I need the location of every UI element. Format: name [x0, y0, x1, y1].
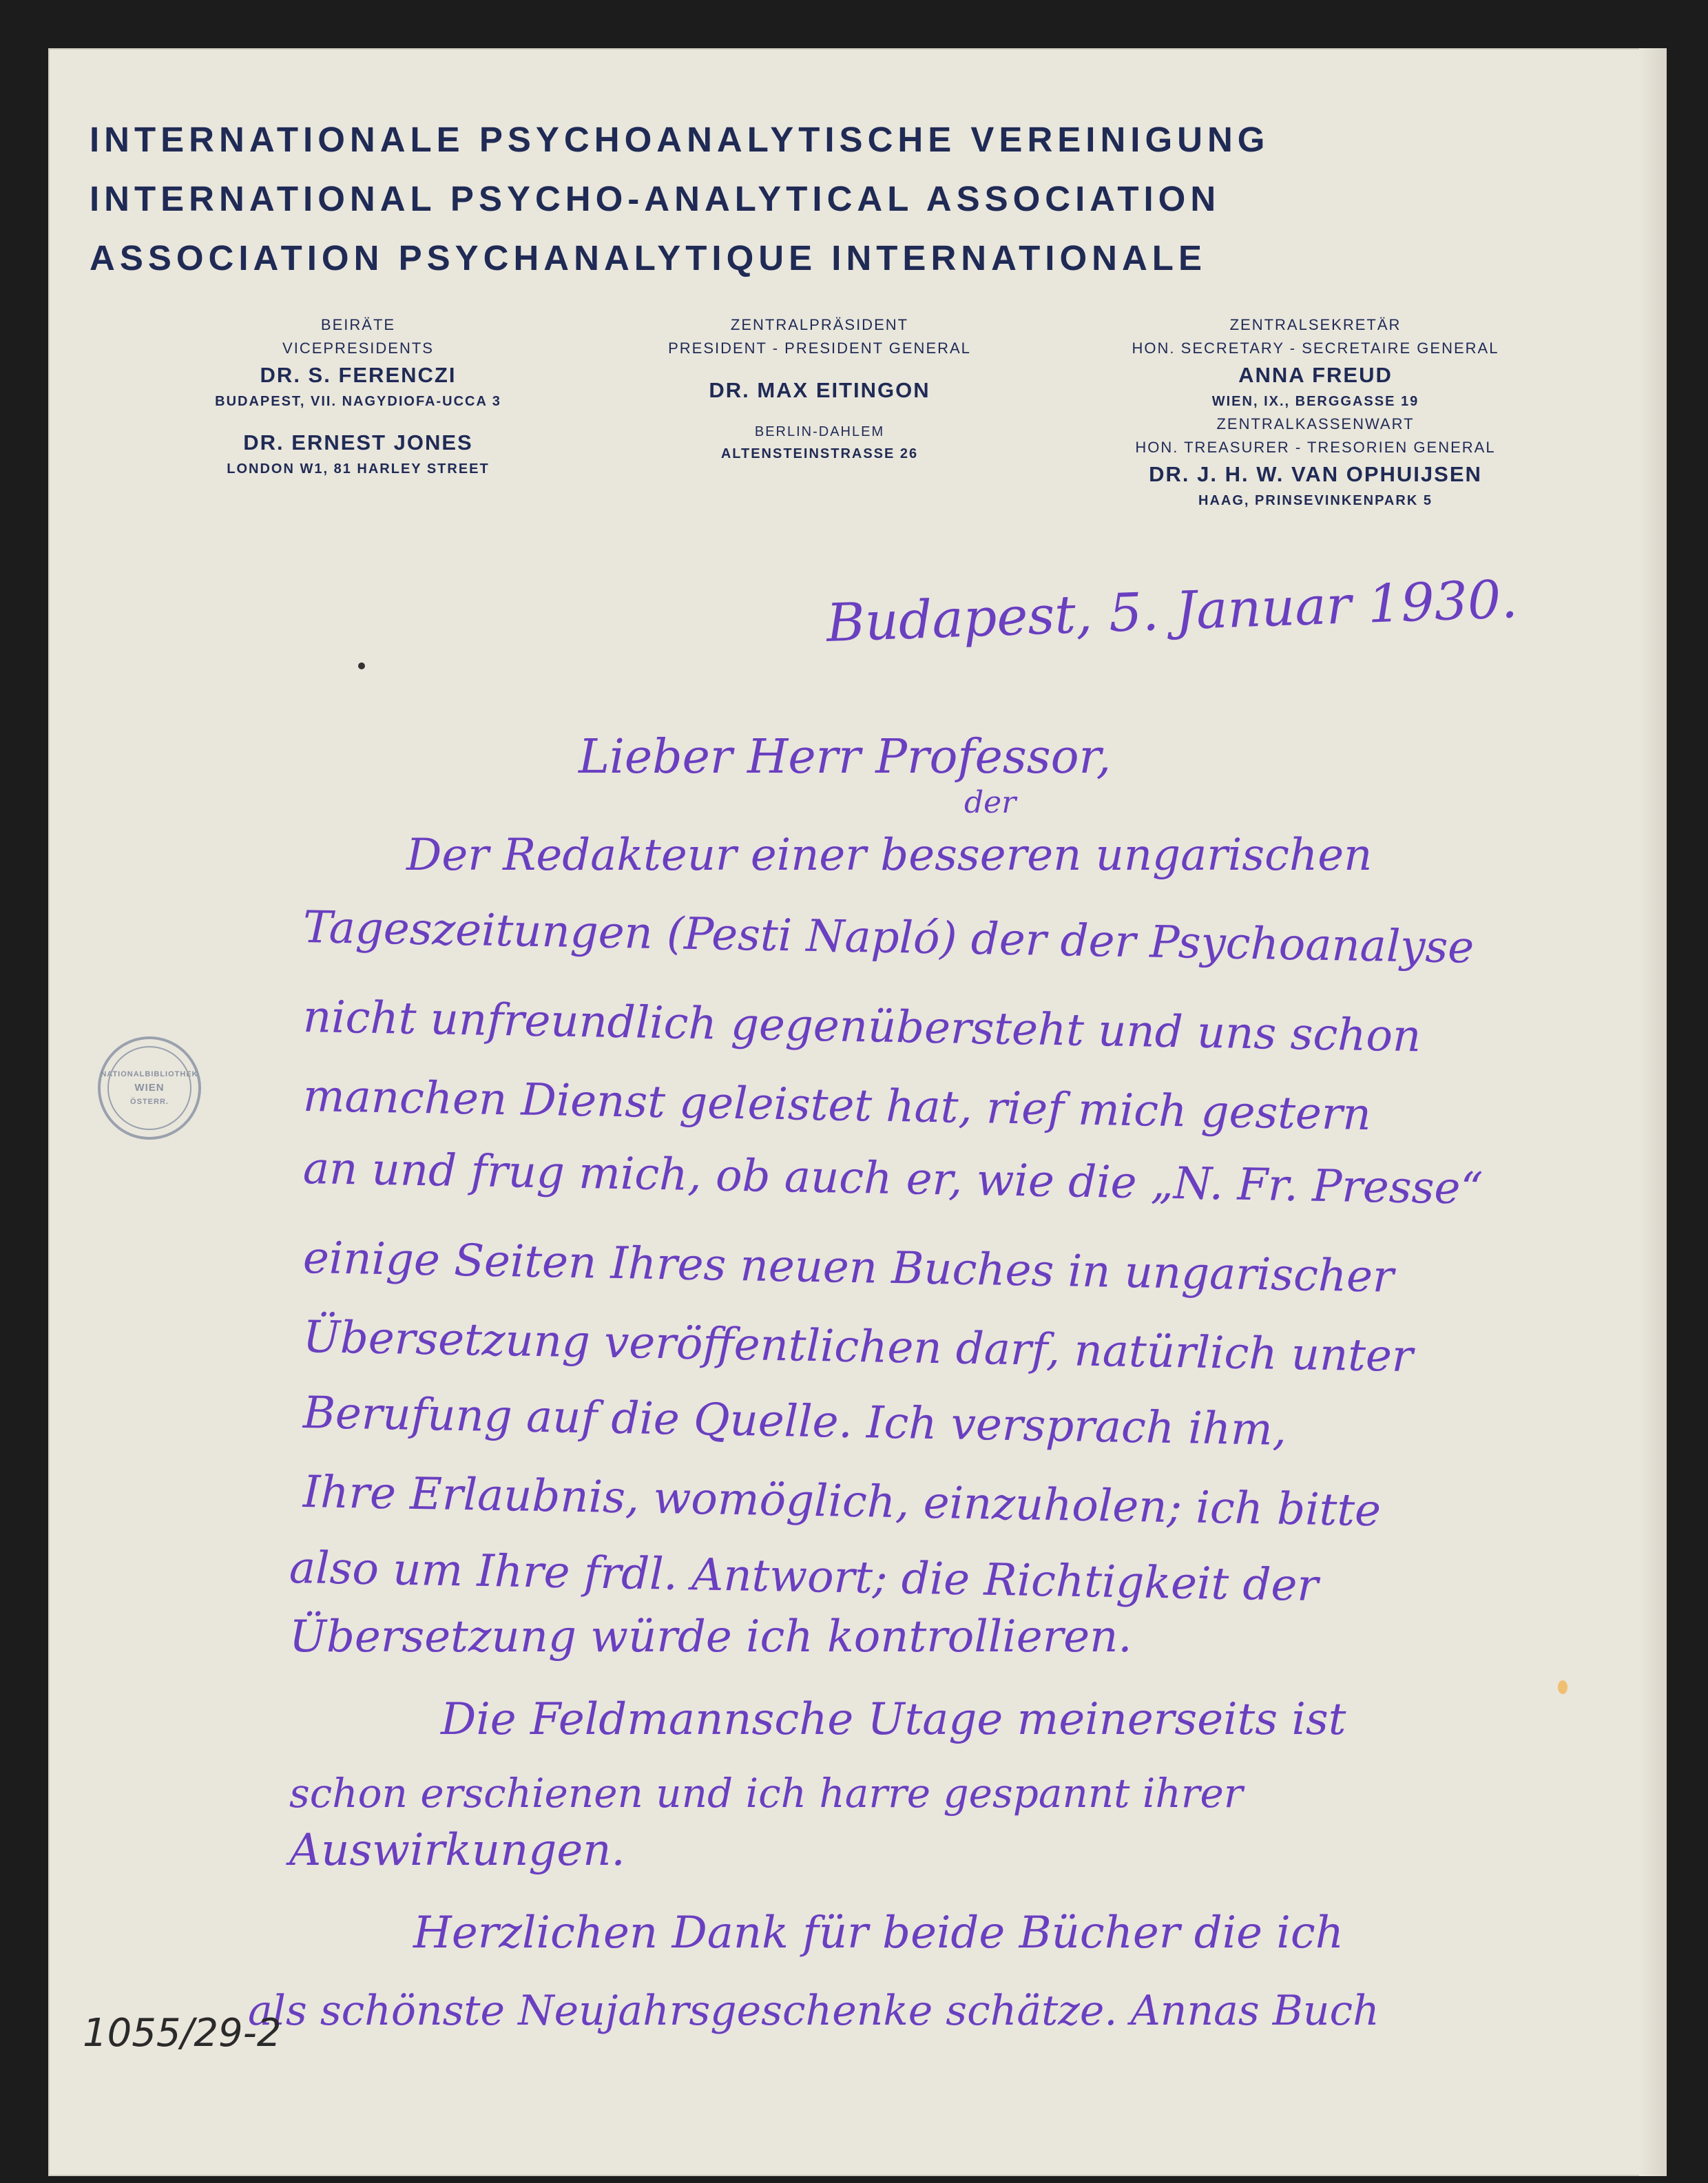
role-label: ZENTRALSEKRETÄR — [1229, 316, 1402, 333]
role-label: PRESIDENT - PRESIDENT GENERAL — [668, 340, 971, 357]
letter-line: als schönste Neujahrsgeschenke schätze. Annas Buch — [248, 1987, 1379, 2035]
role-label: VICEPRESIDENTS — [282, 340, 434, 357]
inserted-word: der — [964, 785, 1017, 820]
letter-line: Berufung auf die Quelle. Ich versprach ihm, — [302, 1388, 1287, 1456]
dateline: Budapest, 5. Januar 1930. — [825, 567, 1519, 654]
letter-line: also um Ihre frdl. Antwort; die Richtigkeit der — [289, 1543, 1319, 1612]
officer-address: ALTENSTEINSTRASSE 26 — [720, 446, 919, 461]
officer-address: BERLIN-DAHLEM — [754, 424, 885, 439]
letter-line: Herzlichen Dank für beide Bücher die ich — [413, 1908, 1344, 1959]
letter-line: schon erschienen und ich harre gespannt ihrer — [289, 1770, 1243, 1817]
stamp-text: WIEN — [134, 1082, 165, 1094]
role-label: HON. SECRETARY - SECRETAIRE GENERAL — [1132, 340, 1499, 357]
letter-line: Auswirkungen. — [289, 1825, 625, 1876]
role-label: BEIRÄTE — [320, 316, 396, 333]
stamp-text: NATIONALBIBLIOTHEK — [101, 1070, 198, 1078]
role-label: ZENTRALKASSENWART — [1216, 415, 1415, 432]
letterhead-title-german: INTERNATIONALE PSYCHOANALYTISCHE VEREINIGUNG — [90, 120, 1270, 159]
officer-address: BUDAPEST, VII. NAGYDIOFA-UCCA 3 — [215, 394, 501, 409]
letter-line: Ihre Erlaubnis, womöglich, einzuholen; ich bitte — [302, 1467, 1382, 1537]
officer-address: WIEN, IX., BERGGASSE 19 — [1211, 394, 1419, 409]
letter-line: an und frug mich, ob auch er, wie die „N. Fr. Presse“ — [302, 1143, 1483, 1215]
officer-address: HAAG, PRINSEVINKENPARK 5 — [1198, 493, 1433, 508]
letterhead-title-french: ASSOCIATION PSYCHANALYTIQUE INTERNATIONALE — [90, 238, 1207, 278]
letter-line: nicht unfreundlich gegenübersteht und uns schon — [302, 992, 1421, 1063]
letter-line: Übersetzung würde ich kontrollieren. — [289, 1611, 1132, 1662]
letter-line: Tageszeitungen (Pesti Napló) der der Psychoanalyse — [302, 902, 1475, 974]
role-label: HON. TREASURER - TRESORIEN GENERAL — [1135, 439, 1496, 456]
officer-name: ANNA FREUD — [1238, 363, 1393, 387]
officer-name: DR. MAX EITINGON — [709, 378, 930, 402]
officer-name: DR. J. H. W. VAN OPHUIJSEN — [1149, 462, 1482, 486]
role-label: ZENTRALPRÄSIDENT — [730, 316, 909, 333]
letter-line: Der Redakteur einer besseren ungarischen — [406, 830, 1373, 881]
letter-line: Die Feldmannsche Utage meinerseits ist — [441, 1694, 1346, 1745]
letterhead-title-english: INTERNATIONAL PSYCHO-ANALYTICAL ASSOCIATION — [90, 179, 1221, 218]
letter-line: Übersetzung veröffentlichen darf, natürlich unter — [302, 1312, 1414, 1383]
salutation: Lieber Herr Professor, — [579, 730, 1112, 784]
archive-shelfmark: 1055/29-2 — [83, 2011, 282, 2056]
officer-address: LONDON W1, 81 HARLEY STREET — [227, 461, 490, 477]
officer-name: DR. ERNEST JONES — [243, 430, 473, 455]
letter-line: manchen Dienst geleistet hat, rief mich gestern — [302, 1071, 1372, 1141]
stamp-text: ÖSTERR. — [130, 1098, 169, 1106]
letter-line: einige Seiten Ihres neuen Buches in ungarischer — [302, 1233, 1395, 1303]
officer-name: DR. S. FERENCZI — [260, 363, 457, 387]
